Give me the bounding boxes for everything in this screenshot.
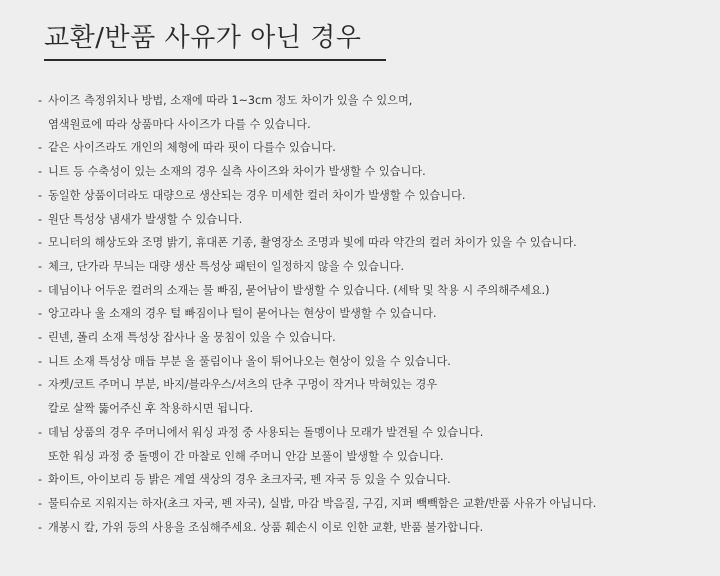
note-text: 데님 상품의 경우 주머니에서 워싱 과정 중 사용되는 돌멩이나 모래가 발견될 수 있습니다. (48, 425, 484, 439)
bullet-dash: - (38, 236, 43, 250)
note-item (38, 136, 678, 160)
bullet-dash: - (38, 473, 43, 487)
note-item (38, 492, 678, 516)
note-item (38, 208, 678, 232)
note-item (38, 255, 678, 279)
note-text: 개봉시 칼, 가위 등의 사용을 조심해주세요. 상품 훼손시 이로 인한 교환, 반품 불가합니다. (48, 520, 484, 534)
bullet-dash: - (38, 94, 43, 107)
note-continuation: 또한 워싱 과정 중 돌멩이 간 마찰로 인해 주머니 안감 보풀이 발생할 수 있습니다. (48, 449, 444, 463)
bullet-dash: - (38, 378, 43, 392)
note-item (38, 468, 678, 492)
note-item (38, 516, 678, 540)
note-item (38, 421, 678, 468)
note-text: 물티슈로 지워지는 하자(초크 자국, 펜 자국), 실밥, 마감 박음질, 구김, 지퍼 빽빽함은 교환/반품 사유가 아닙니다. (48, 496, 597, 510)
note-text: 체크, 단가라 무늬는 대량 생산 특성상 패턴이 일정하지 않을 수 있습니다. (48, 259, 405, 273)
note-text: 원단 특성상 냄새가 발생할 수 있습니다. (48, 212, 243, 226)
bullet-dash: - (38, 283, 43, 297)
note-item (38, 326, 678, 350)
note-text: 자켓/코트 주머니 부분, 바지/블라우스/셔츠의 단추 구멍이 작거나 막혀있는 경우 (48, 378, 438, 392)
bullet-dash: - (38, 188, 43, 202)
note-item (38, 279, 678, 303)
note-item (38, 231, 678, 255)
bullet-dash: - (38, 307, 43, 321)
note-text: 니트 등 수축성이 있는 소재의 경우 실측 사이즈와 차이가 발생할 수 있습니다. (48, 165, 426, 179)
title-underline (44, 59, 386, 61)
note-item (38, 160, 678, 184)
bullet-dash: - (38, 259, 43, 273)
note-item (38, 302, 678, 326)
note-text: 모니터의 해상도와 조명 밝기, 휴대폰 기종, 촬영장소 조명과 빛에 따라 약간의 컬러 차이가 있을 수 있습니다. (48, 236, 577, 250)
note-text: 사이즈 측정위치나 방법, 소재에 따라 1~3cm 정도 차이가 있을 수 있으며, (48, 94, 413, 107)
bullet-dash: - (38, 354, 43, 368)
bullet-dash: - (38, 425, 43, 439)
bullet-dash: - (38, 496, 43, 510)
bullet-dash: - (38, 141, 43, 155)
note-text: 앙고라나 울 소재의 경우 털 빠짐이나 털이 묻어나는 현상이 발생할 수 있습니다. (48, 307, 437, 321)
note-text: 동일한 상품이더라도 대량으로 생산되는 경우 미세한 컬러 차이가 발생할 수 있습니다. (48, 188, 466, 202)
bullet-dash: - (38, 212, 43, 226)
title-block (44, 18, 386, 61)
note-text: 화이트, 아이보리 등 밝은 계열 색상의 경우 초크자국, 펜 자국 등 있을 수 있습니다. (48, 473, 451, 487)
bullet-dash: - (38, 165, 43, 179)
note-text: 니트 소재 특성상 매듭 부분 올 풀림이나 올이 튀어나오는 현상이 있을 수 있습니다. (48, 354, 451, 368)
note-continuation: 칼로 살짝 뚫어주신 후 착용하시면 됩니다. (48, 402, 254, 416)
page-title: 교환/반품 사유가 아닌 경우 (44, 23, 362, 53)
bullet-dash: - (38, 520, 43, 534)
note-continuation: 염색원료에 따라 상품마다 사이즈가 다를 수 있습니다. (48, 117, 311, 131)
notes-list (38, 89, 678, 539)
note-text: 데님이나 어두운 컬러의 소재는 물 빠짐, 묻어남이 발생할 수 있습니다. (세탁 및 착용 시 주의해주세요.) (48, 283, 550, 297)
note-text: 린넨, 폴리 소재 특성상 잡사나 올 뭉침이 있을 수 있습니다. (48, 331, 336, 345)
bullet-dash: - (38, 331, 43, 345)
note-item (38, 89, 678, 136)
note-item (38, 350, 678, 374)
note-item (38, 184, 678, 208)
note-text: 같은 사이즈라도 개인의 체형에 따라 핏이 다를수 있습니다. (48, 141, 336, 155)
note-item (38, 373, 678, 420)
